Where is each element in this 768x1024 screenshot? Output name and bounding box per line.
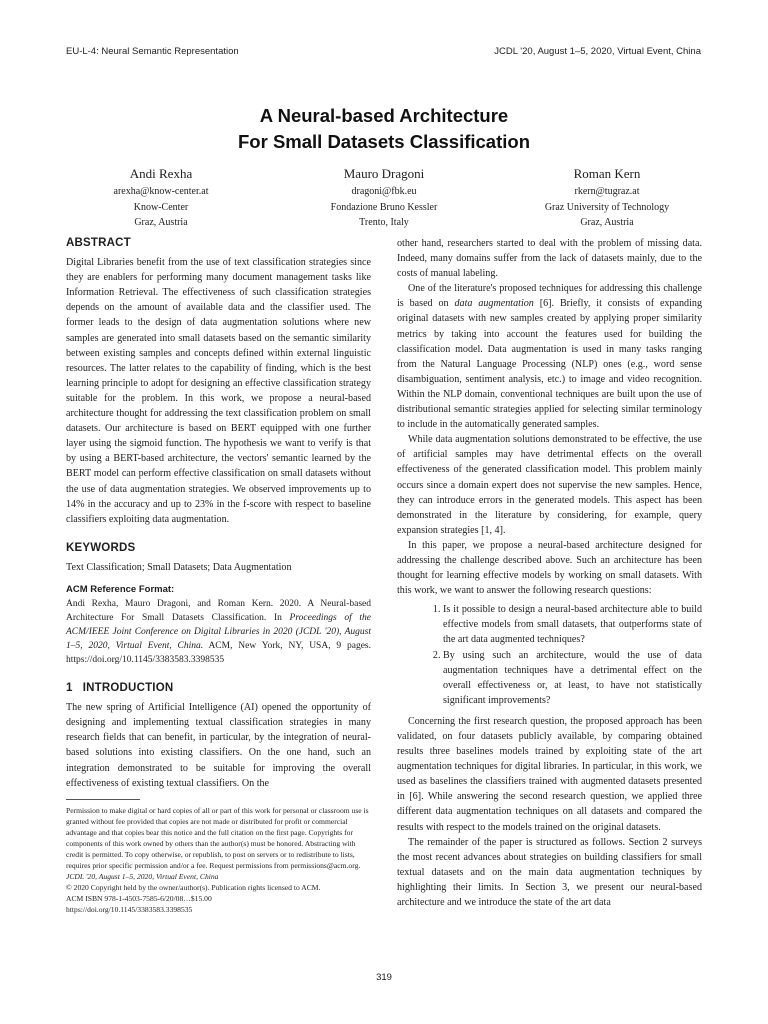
author-name: Mauro Dragoni: [343, 166, 425, 181]
author-email: dragoni@fbk.eu: [351, 186, 417, 197]
paragraph-6: The remainder of the paper is structured as follows. Section 2 surveys the most recent advances about strategies on building classifiers for small textual datasets and on the main data augmentation techniques by highlighting their limits. In Section 3, we present our neural-based architecture and we introduce the state of the art data: [397, 836, 702, 909]
keywords-text: Text Classification; Small Datasets; Data Augmentation: [66, 561, 292, 573]
abstract-text: Digital Libraries benefit from the use of text classification strategies since they are enablers for performing many document management tasks like Information Retrieval. The effectiveness of such classification strategies depends on the amount of available data and the classifier used. The former leads to the design of data augmentation solutions where new samples are generated into small datasets based on the semantic similarity between existing samples and concepts defined within external linguistic resources. The latter relates to the capability of finding, which is the best learning principle to adopt for designing an effective classification strategy suitable for the problem. In this work, we propose a neural-based architecture thought for addressing the text classification problem on small datasets. Our architecture is based on BERT equipped with one further layer using the sigmoid function. The hypothesis we want to verify is that by using a BERT-based architecture, the vectors' semantic learned by the BERT model can perform effective classification on small datasets without the use of data augmentation strategies. We observed improvements up to 14% in the accuracy and up to 23% in the f-score with respect to baseline classifiers exploiting data augmentation.: [66, 257, 371, 525]
author-name: Andi Rexha: [129, 166, 193, 181]
paper-title: [0, 103, 768, 155]
paragraph-3: While data augmentation solutions demonstrated to be effective, the use of artificial samples may have detrimental effects on the overall effectiveness of the generated classification model. This problem mainly occurs since a domain expert does not supervise the new samples. Hence, they can introduce errors in the generated models. This aspect has been demonstrated in the literature by considering, for example, query expansion strategies [1, 4].: [397, 434, 702, 536]
acm-reference-heading: ACM Reference Format:: [66, 583, 175, 595]
author-2: [289, 165, 479, 231]
author-location: Trento, Italy: [359, 217, 409, 228]
footnote-doi: https://doi.org/10.1145/3383583.3398535: [66, 904, 193, 914]
keywords-heading: KEYWORDS: [66, 541, 136, 554]
author-3: [512, 165, 702, 231]
paragraph-2-lead: One of the literature's proposed techniques for addressing this challenge is based on: [397, 283, 702, 310]
title-line-2: For Small Datasets Classification: [238, 131, 530, 152]
acm-reference-plain: Andi Rexha, Mauro Dragoni, and Roman Kern. 2020. A Neural-based Architecture For Small Datasets Classification. In: [66, 599, 371, 624]
introduction-heading: 1 INTRODUCTION: [66, 682, 174, 695]
author-1: [66, 165, 256, 231]
author-email: arexha@know-center.at: [113, 186, 209, 197]
paragraph-4: In this paper, we propose a neural-based architecture designed for addressing the challenge described above. Such an architecture has been thought for learning effective models by working on small datasets. With this work, we want to answer the following research questions:: [397, 539, 702, 597]
abstract-heading: ABSTRACT: [66, 237, 131, 249]
author-name: Roman Kern: [573, 166, 641, 181]
right-column: [397, 236, 702, 910]
research-question-1: 1. Is it possible to design a neural-based architecture able to build effective models from small datasets, that outperforms state of the art data augmented techniques?: [443, 602, 702, 647]
acm-reference-text: [66, 597, 371, 667]
author-affiliation: Know-Center: [133, 201, 189, 213]
paragraph-2: [397, 281, 702, 432]
author-email: rkern@tugraz.at: [574, 186, 640, 197]
author-affiliation: Fondazione Bruno Kessler: [330, 201, 438, 213]
page-number: 319: [376, 972, 392, 983]
research-questions: [397, 602, 702, 708]
title-line-1: A Neural-based Architecture: [259, 105, 509, 126]
author-location: Graz, Austria: [580, 217, 634, 228]
footnote-venue: JCDL '20, August 1–5, 2020, Virtual Event, China: [66, 871, 219, 881]
research-question-2: 2. By using such an architecture, would the use of data augmentation techniques have a detrimental effect on the overall effectiveness or, at least, to have not statistically significant improvements?: [443, 648, 702, 708]
footnote-divider: [66, 799, 140, 800]
paragraph-1: other hand, researchers started to deal with the problem of missing data. Indeed, many domains suffer from the lack of datasets mainly, due to the costs of manual labeling.: [397, 238, 702, 280]
data-augmentation-term: data augmentation: [454, 298, 534, 310]
acm-reference-italic: Proceedings of the ACM/IEEE Joint Conference on Digital Libraries in 2020 (JCDL '20), August 1–5, 2020, Virtual Event, China.: [66, 613, 371, 652]
footnote-isbn: ACM ISBN 978-1-4503-7585-6/20/08…$15.00: [66, 893, 212, 903]
running-header-right: JCDL '20, August 1–5, 2020, Virtual Event, China: [494, 46, 701, 57]
running-header-left: EU-L-4: Neural Semantic Representation: [66, 46, 239, 57]
author-block: [66, 165, 702, 231]
footnote: [66, 805, 371, 915]
acm-reference-tail: ACM, New York, NY, USA, 9 pages. https://doi.org/10.1145/3383583.3398535: [66, 641, 371, 666]
author-affiliation: Graz University of Technology: [544, 201, 670, 213]
left-column: [66, 236, 371, 915]
paragraph-5: Concerning the first research question, the proposed approach has been validated, on four datasets publicly available, by comparing obtained results three baselines models trained by exploiting state of the art augmentation techniques for digital libraries. In particular, in this work, we used as baselines the classifiers trained with augmented datasets presented in [6]. While answering the second research question, we applied three different data augmentation techniques on all datasets and compared the results with respect to the models trained on the original datasets.: [397, 715, 702, 833]
paragraph-2-rest: [6]. Briefly, it consists of expanding original datasets with new samples created by applying proper similarity metrics by taking into account the features used for building the classification model. Data augmentation is used in many tasks ranging from the Natural Language Processing (NLP) ones (e.g., word sense disambiguation, sentiment analysis, etc.) to image and video recognition. Within the NLP domain, conventional techniques are built upon the use of distributional semantic strategies applied for selecting similar terminology to include in the automatically generated samples.: [397, 298, 703, 431]
introduction-text: The new spring of Artificial Intelligence (AI) opened the opportunity of designing and implementing textual classification strategies in many research fields that can benefit, in particular, by the integration of neural-based solutions into existing classifiers. On the one hand, such an integration demonstrated to be suitable for improving the overall effectiveness of existing textual classifiers. On the: [66, 702, 371, 789]
author-location: Graz, Austria: [134, 217, 188, 228]
footnote-permission: Permission to make digital or hard copies of all or part of this work for personal or classroom use is granted without fee provided that copies are not made or distributed for profit or commercial advantage and that copies bear this notice and the full citation on the first page. Copyrights for components of this work owned by others than the author(s) must be honored. Abstracting with credit is permitted. To copy otherwise, or republish, to post on servers or to redistribute to lists, requires prior specific permission and/or a fee. Request permissions from permissions@acm.org.: [66, 805, 369, 870]
footnote-copyright: © 2020 Copyright held by the owner/author(s). Publication rights licensed to ACM.: [66, 882, 321, 892]
